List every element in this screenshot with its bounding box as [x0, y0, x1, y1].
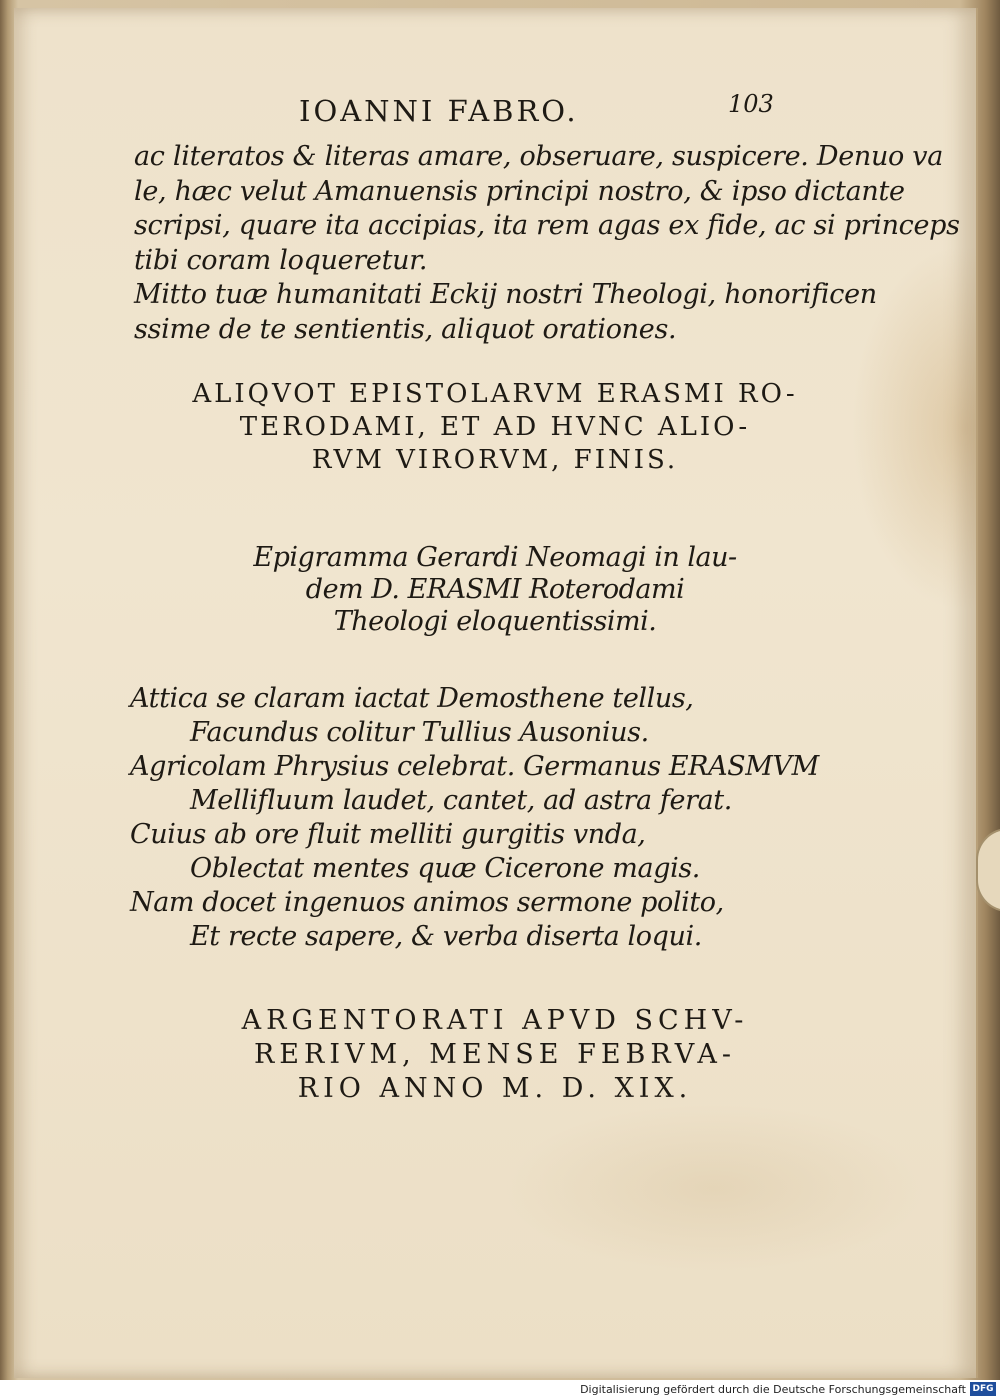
digitization-credit: Digitalisierung gefördert durch die Deutsche Forschungsgemeinschaft: [580, 1383, 966, 1396]
colophon-line: ARGENTORATI APVD SCHV-: [241, 1005, 749, 1036]
text-line: scripsi, quare ita accipias, ita rem agas ex fide, ac si princeps: [134, 210, 960, 241]
page-number: 103: [728, 90, 774, 118]
text-line: ssime de te sentientis, aliquot orationes.: [134, 313, 677, 345]
running-title: IOANNI FABRO.: [299, 94, 579, 128]
text-line: ac literatos & literas amare, obseruare, suspicere. Denuo va: [134, 141, 944, 172]
text-line: le, hæc velut Amanuensis principi nostro, & ipso dictante: [134, 175, 905, 207]
epigram-title-line: dem D. ERASMI Roterodami: [305, 574, 685, 605]
poem-line: Agricolam Phrysius celebrat. Germanus ERASMVM: [130, 751, 819, 782]
poem-line: Oblectat mentes quæ Cicerone magis.: [190, 853, 700, 884]
poem-line: Nam docet ingenuos animos sermone polito,: [130, 887, 724, 918]
poem-line: Facundus colitur Tullius Ausonius.: [190, 717, 649, 748]
epigram-title-line: Theologi eloquentissimi.: [333, 606, 657, 637]
poem-line: Cuius ab ore fluit melliti gurgitis vnda,: [130, 819, 646, 850]
poem-line: Mellifluum laudet, cantet, ad astra ferat.: [190, 785, 732, 816]
colophon-line: RERIVM, MENSE FEBRVA-: [253, 1039, 737, 1070]
epigram-title: [14, 542, 976, 638]
epigram-poem: [130, 682, 850, 954]
finis-line: ALIQVOT EPISTOLARVM ERASMI RO-: [192, 379, 798, 409]
poem-line: Attica se claram iactat Demosthene tellus,: [130, 683, 694, 714]
epigram-title-line: Epigramma Gerardi Neomagi in lau-: [253, 542, 737, 573]
letter-closing-text: [134, 140, 960, 347]
poem-line: Et recte sapere, & verba diserta loqui.: [190, 921, 702, 952]
dfg-logo: DFG: [970, 1382, 996, 1396]
text-line: Mitto tuæ humanitati Eckij nostri Theologi, honorificen: [134, 279, 877, 310]
text-line: tibi coram loqueretur.: [134, 244, 428, 276]
colophon-line: RIO ANNO M. D. XIX.: [297, 1073, 693, 1104]
finis-heading: [14, 378, 976, 477]
colophon: [14, 1004, 976, 1106]
finis-line: TERODAMI, ET AD HVNC ALIO-: [239, 412, 751, 442]
book-page: [14, 8, 978, 1378]
finis-line: RVM VIRORVM, FINIS.: [311, 445, 679, 475]
